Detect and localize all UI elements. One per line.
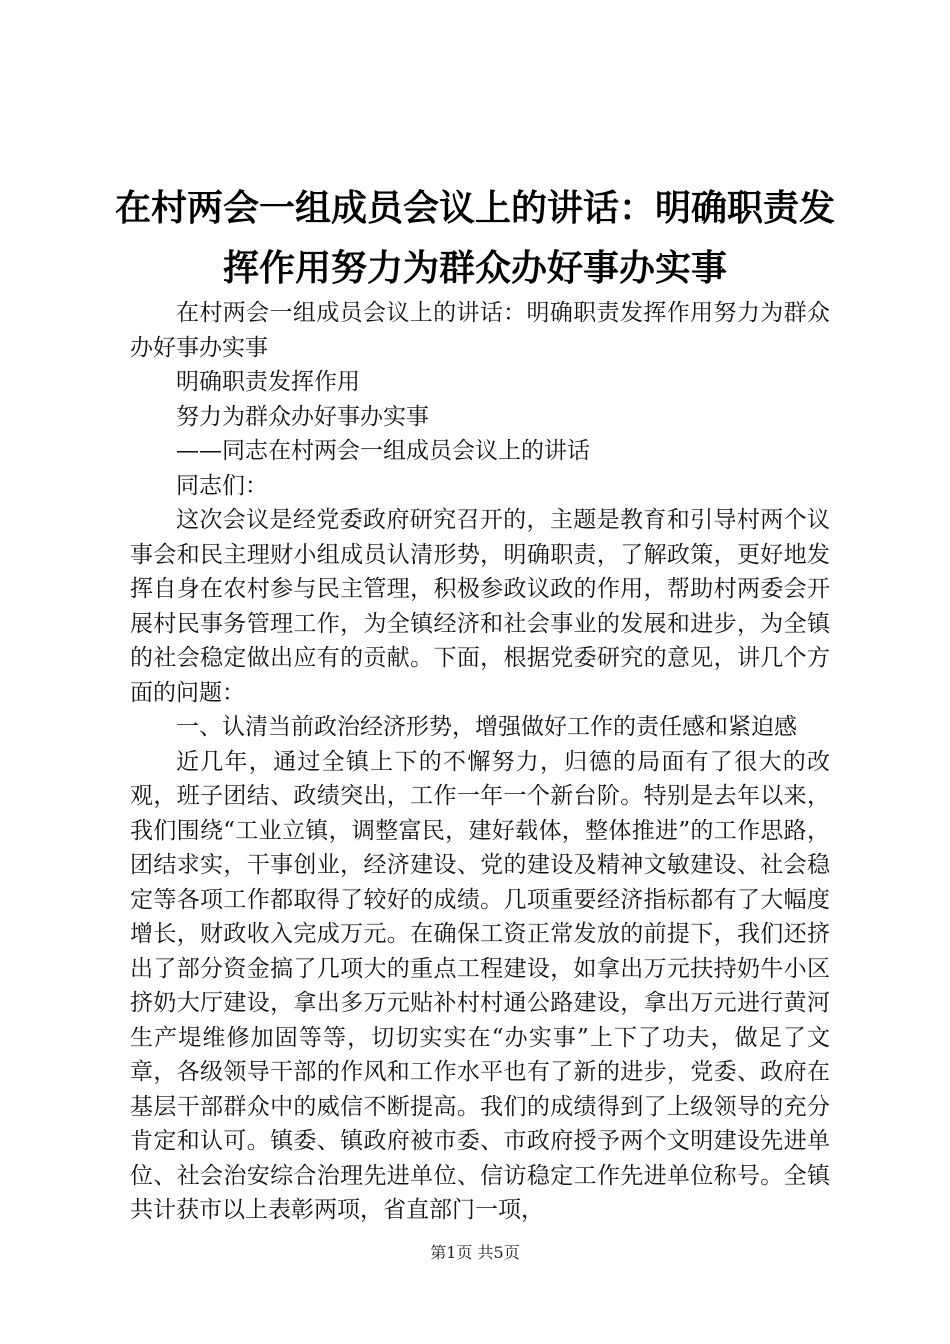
paragraph-byline: ——同志在村两会一组成员会议上的讲话 [176, 438, 590, 464]
paragraph-heading-2: 努力为群众办好事办实事 [176, 403, 429, 430]
paragraph-body: 近几年，通过全镇上下的不懈努力，归德的局面有了很大的改观，班子团结、政绩突出，工作一年一个新台阶。特别是去年以来，我们围绕“工业立镇，调整富民，建好载体，整体推进”的工作思路，团结求实，干事创业，经济建设、党的建设及精神文敏建设、社会稳定等各项工作都取得了较好的成绩。几项重要经济指标都有了大幅度增长，财政收入完成万元。在确保工资正常发放的前提下，我们还挤出了部分资金搞了几项大的重点工程建设，如拿出万元扶持奶牛小区挤奶大厅建设，拿出多万元贴补村村通公路建设，拿出万元进行黄河生产堤维修加固等等，切切实实在“办实事”上下了功夫，做足了文章，各级领导干部的作风和工作水平也有了新的进步，党委、政府在基层干部群众中的威信不断提高。我们的成绩得到了上级领导的充分肯定和认可。镇委、镇政府被市委、市政府授予两个文明建设先进单位、社会治安综合治理先进单位、信访稳定工作先进单位称号。全镇共计获市以上表彰两项，省直部门一项， [130, 748, 830, 1223]
paragraph-heading-1: 明确职责发挥作用 [176, 369, 360, 395]
paragraph-intro: 这次会议是经党委政府研究召开的，主题是教育和引导村两个议事会和民主理财小组成员认清形势，明确职责，了解政策，更好地发挥自身在农村参与民主管理，积极参政议政的作用，帮助村两委会开展村民事务管理工作，为全镇经济和社会事业的发展和进步，为全镇的社会稳定做出应有的贡献。下面，根据党委研究的意见，讲几个方面的问题： [130, 507, 830, 706]
paragraph-section-heading: 一、认清当前政治经济形势，增强做好工作的责任感和紧迫感 [176, 714, 797, 740]
document-title-line-2: 挥作用努力为群众办好事办实事 [222, 247, 727, 289]
document-body [130, 296, 830, 1228]
page-footer: 第1页 共5页 [430, 1243, 520, 1262]
paragraph-subtitle: 在村两会一组成员会议上的讲话：明确职责发挥作用努力为群众办好事办实事 [130, 300, 830, 361]
document-title-line-1: 在村两会一组成员会议上的讲话：明确职责发 [114, 187, 835, 229]
paragraph-salutation: 同志们： [176, 472, 268, 499]
